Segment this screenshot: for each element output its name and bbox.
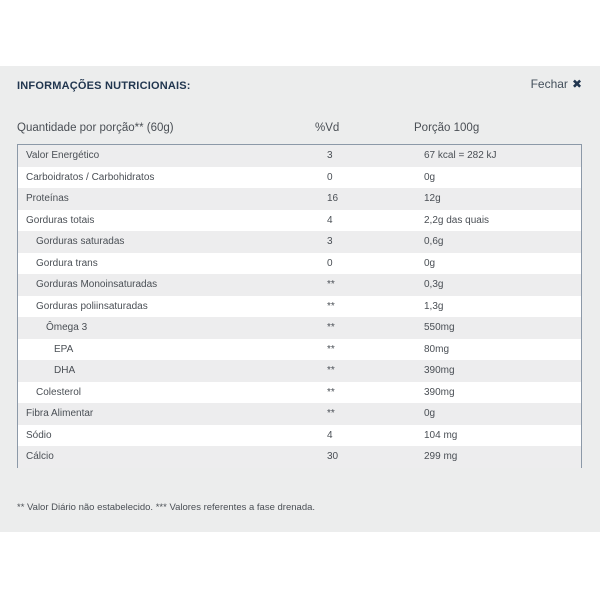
row-vd: 0	[327, 257, 333, 269]
row-vd: **	[327, 386, 335, 398]
header-portion: Porção 100g	[414, 122, 480, 134]
close-label: Fechar	[530, 77, 568, 91]
row-vd: **	[327, 408, 335, 419]
row-vd: 4	[327, 214, 333, 226]
table-row	[18, 253, 581, 275]
row-name: Fibra Alimentar	[26, 408, 94, 419]
row-portion: 67 kcal = 282 kJ	[424, 150, 497, 161]
table-row	[18, 231, 581, 253]
row-vd: 30	[327, 451, 339, 462]
row-vd: 16	[327, 193, 339, 204]
row-name: Carboidratos / Carbohidratos	[26, 171, 155, 183]
row-portion: 0,6g	[424, 236, 444, 247]
row-portion: 104 mg	[424, 429, 458, 441]
row-portion: 2,2g das quais	[424, 214, 490, 226]
header-quantity: Quantidade por porção** (60g)	[17, 122, 174, 134]
row-portion: 390mg	[424, 365, 455, 376]
close-button[interactable]	[531, 77, 582, 91]
row-vd: **	[327, 365, 335, 376]
row-name: Gorduras Monoinsaturadas	[36, 279, 158, 290]
row-name: Valor Energético	[26, 150, 100, 161]
row-portion: 80mg	[424, 343, 450, 355]
row-vd: 4	[327, 429, 333, 441]
row-vd: **	[327, 322, 335, 333]
row-portion: 1,3g	[424, 300, 444, 312]
row-name: Gordura trans	[36, 257, 98, 269]
row-portion: 550mg	[424, 322, 455, 333]
row-vd: **	[327, 279, 335, 290]
table-row	[18, 210, 581, 232]
row-portion: 12g	[424, 193, 441, 204]
row-name: Gorduras totais	[26, 214, 95, 226]
row-name: Ômega 3	[46, 322, 88, 333]
close-icon: ✖	[571, 77, 582, 91]
row-portion: 390mg	[424, 386, 455, 398]
row-portion: 0g	[424, 408, 436, 419]
row-name: Proteínas	[26, 193, 69, 204]
row-name: Gorduras saturadas	[36, 236, 125, 247]
table-row	[18, 296, 581, 318]
table-row	[18, 167, 581, 189]
row-vd: **	[327, 343, 335, 355]
row-portion: 299 mg	[424, 451, 458, 462]
footnote: ** Valor Diário não estabelecido. *** Valores referentes a fase drenada.	[17, 502, 316, 513]
row-vd: **	[327, 300, 335, 312]
row-portion: 0g	[424, 257, 436, 269]
row-vd: 3	[327, 236, 333, 247]
row-name: Cálcio	[26, 451, 54, 462]
row-vd: 3	[327, 150, 333, 161]
nutrition-panel	[0, 66, 600, 532]
table-row	[18, 360, 581, 382]
panel-title: INFORMAÇÕES NUTRICIONAIS:	[17, 80, 191, 92]
row-name: DHA	[54, 365, 76, 376]
nutrition-table	[17, 144, 582, 468]
table-row	[18, 446, 581, 468]
row-portion: 0g	[424, 171, 436, 183]
table-row	[18, 403, 581, 425]
table-headers	[0, 122, 600, 140]
table-row	[18, 317, 581, 339]
row-name: Gorduras poliinsaturadas	[36, 300, 148, 312]
table-row	[18, 382, 581, 404]
table-row	[18, 145, 581, 167]
row-name: EPA	[54, 343, 74, 355]
row-name: Sódio	[26, 429, 52, 441]
row-name: Colesterol	[36, 386, 82, 398]
row-vd: 0	[327, 171, 333, 183]
table-row	[18, 339, 581, 361]
header-vd: %Vd	[315, 122, 340, 134]
table-row	[18, 188, 581, 210]
row-portion: 0,3g	[424, 279, 444, 290]
table-row	[18, 425, 581, 447]
table-row	[18, 274, 581, 296]
